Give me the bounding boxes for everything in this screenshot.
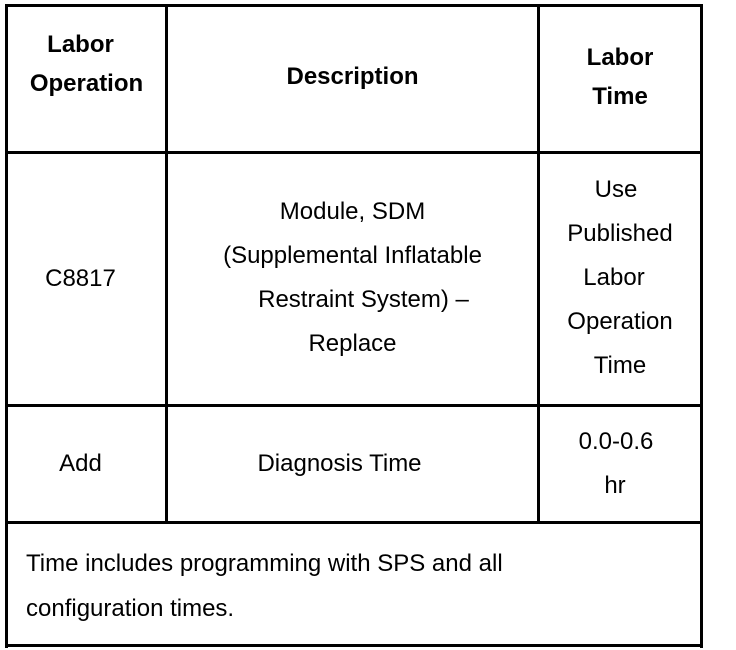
border-bottom [5, 644, 703, 647]
row2-description [168, 407, 537, 521]
header-labor-operation [8, 7, 165, 151]
row2-description-text: Diagnosis Time [257, 450, 422, 477]
header-labor-time [540, 7, 700, 151]
header-labor-operation-line2: Operation [29, 70, 144, 97]
row2-labor-operation [8, 407, 165, 521]
header-description-label: Description [286, 63, 419, 90]
header-labor-time-line2: Time [592, 83, 648, 110]
row1-description-line2: (Supplemental Inflatable [223, 242, 482, 269]
row2-labor-time-line2: hr [604, 472, 626, 499]
header-description [168, 7, 537, 151]
row1-labor-time-line5: Time [593, 352, 647, 379]
header-labor-operation-line1: Labor [47, 31, 114, 58]
row1-labor-time-line3: Labor [583, 264, 645, 291]
note-cell [8, 524, 700, 644]
row2-labor-operation-code: Add [59, 450, 102, 477]
row1-labor-time-line4: Operation [567, 308, 673, 335]
note-line1: Time includes programming with SPS and all [26, 550, 503, 577]
row1-description [168, 154, 537, 404]
row1-labor-time [540, 154, 700, 404]
row1-labor-operation [8, 154, 165, 404]
row1-labor-time-line1: Use [594, 176, 638, 203]
header-labor-time-line1: Labor [586, 44, 654, 71]
row1-labor-time-line2: Published [567, 220, 673, 247]
row1-description-line1: Module, SDM [279, 198, 426, 225]
row2-labor-time [540, 407, 700, 521]
row2-labor-time-line1: 0.0-0.6 [578, 428, 654, 455]
row1-labor-operation-code: C8817 [45, 265, 116, 292]
note-line2: configuration times. [26, 595, 235, 622]
row1-description-line4: Replace [308, 330, 397, 357]
border-right [700, 4, 703, 648]
labor-table [5, 4, 703, 648]
row1-description-line3: Restraint System) – [258, 286, 469, 313]
